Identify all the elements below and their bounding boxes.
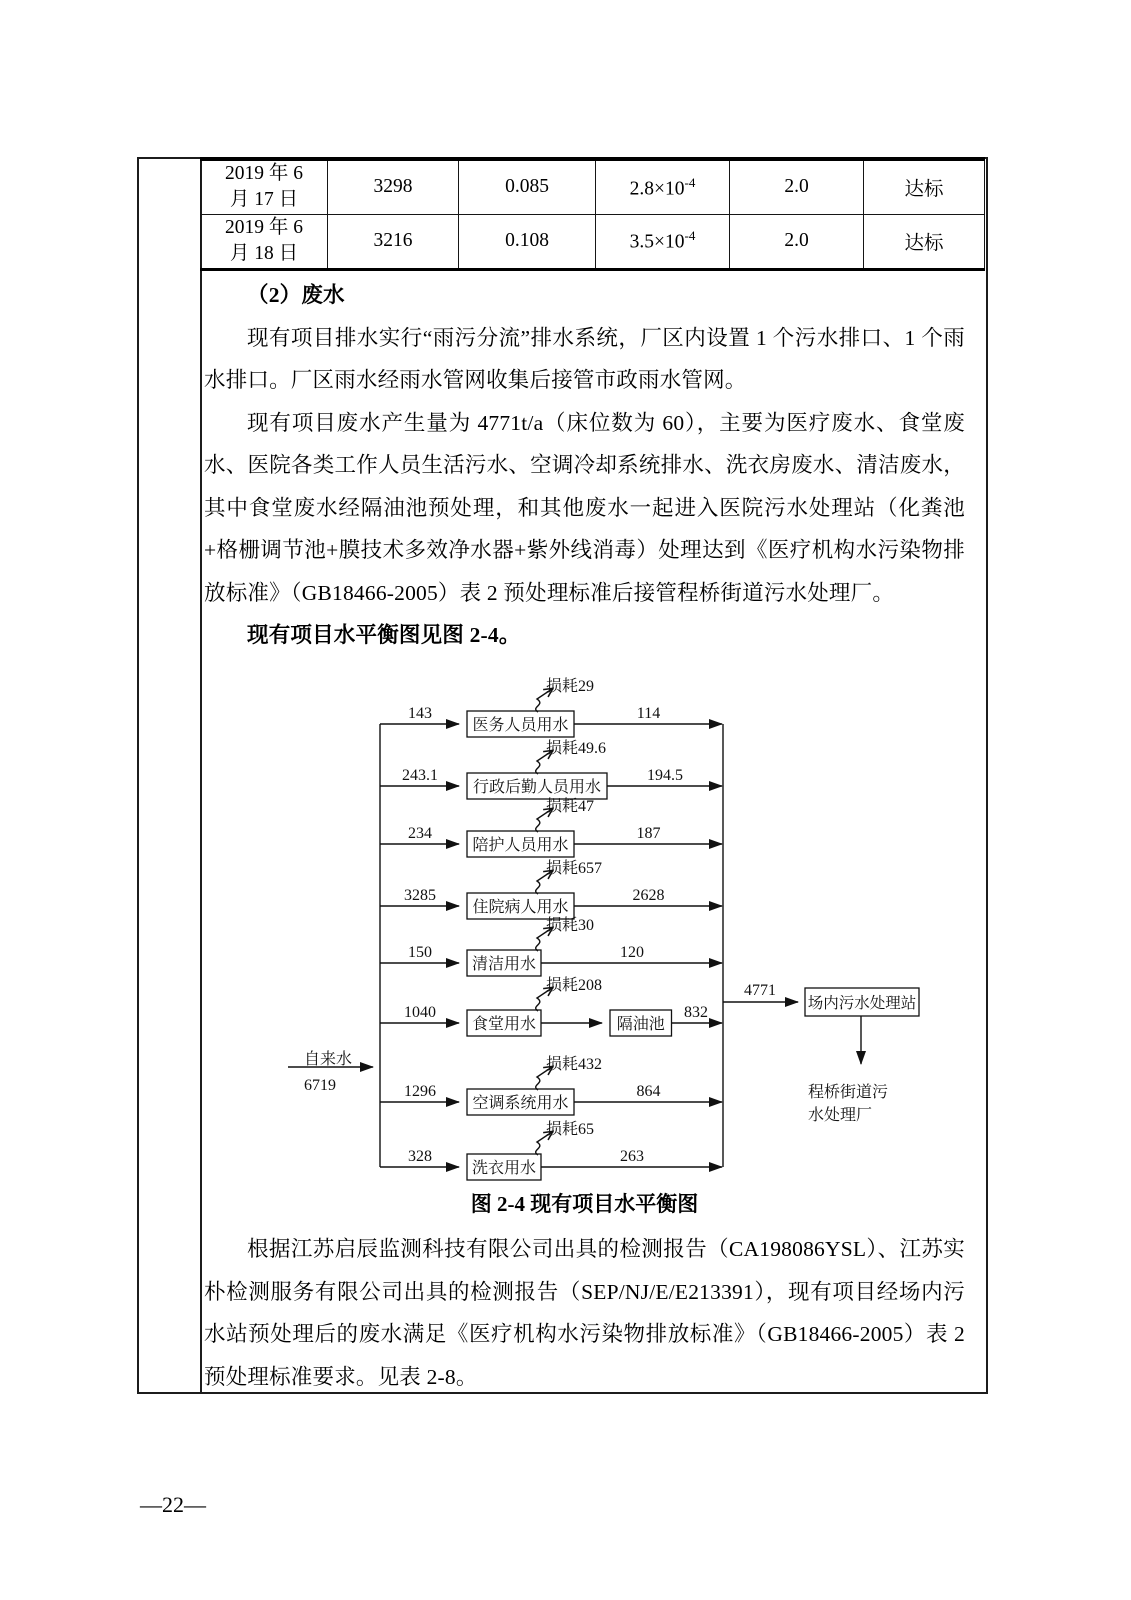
figure-caption: 图 2-4 现有项目水平衡图: [470, 1192, 699, 1216]
status-cell: 达标: [864, 159, 985, 214]
date-line1: 2019 年 6: [224, 217, 303, 238]
water-balance-diagram: [280, 655, 960, 1195]
use-box-label: 食堂用水: [471, 1016, 537, 1033]
inflow-value: 150: [408, 944, 432, 961]
use-box-label: 医务人员用水: [472, 717, 569, 734]
plant-label-line2: 水处理厂: [808, 1107, 873, 1124]
inflow-value: 328: [408, 1148, 432, 1165]
sewage-station-label: 场内污水处理站: [807, 995, 917, 1012]
value-base: 2.8×10: [629, 178, 685, 199]
use-box-label: 空调系统用水: [472, 1095, 569, 1112]
text-section-bottom: [204, 1228, 965, 1398]
use-box-label: 清洁用水: [471, 956, 537, 973]
inflow-value: 1040: [404, 1004, 436, 1021]
outflow-value: 864: [636, 1083, 661, 1100]
table-row: [201, 214, 985, 269]
value-base: 3.5×10: [629, 231, 685, 253]
section-heading: （2）废水: [247, 283, 345, 307]
outflow-value: 194.5: [647, 767, 683, 784]
paragraph-reports: 根据江苏启辰监测科技有限公司出具的检测报告（CA198086YSL）、江苏实朴检测服务有限公司出具的检测报告（SEP/NJ/E/E213391），现有项目经场内污水站预处理后的废水满足《医疗机构水污染物排放标准》（GB18466-2005）表 2 预处理标准要求。见表 2-8。: [204, 1237, 965, 1389]
loss-label: 损耗29: [546, 678, 595, 695]
monitoring-table: [200, 157, 985, 271]
loss-label: 损耗65: [546, 1121, 595, 1138]
inflow-value: 243.1: [402, 767, 438, 784]
water-balance-svg: [280, 655, 960, 1195]
use-box-label: 住院病人用水: [472, 899, 569, 916]
use-box-label: 洗衣用水: [471, 1160, 537, 1177]
date-cell: [201, 214, 328, 269]
source-value: 6719: [304, 1077, 336, 1094]
text-section: [204, 274, 965, 657]
source-label: 自来水: [304, 1051, 353, 1068]
exponent: -4: [684, 174, 696, 190]
outflow-value: 114: [636, 705, 661, 722]
loss-label: 损耗49.6: [546, 740, 607, 757]
inflow-value: 3285: [404, 887, 436, 904]
paragraph-figure-ref: 现有项目水平衡图见图 2-4。: [247, 623, 521, 647]
total-value: 4771: [744, 982, 776, 999]
value-cell: 2.0: [730, 214, 864, 269]
inflow-value: 1296: [404, 1083, 436, 1100]
loss-label: 损耗47: [546, 798, 595, 815]
grease-trap-label: 隔油池: [616, 1016, 665, 1033]
table-row: [201, 159, 985, 214]
status-cell: 达标: [864, 214, 985, 269]
inflow-value: 234: [408, 825, 432, 842]
date-cell: [201, 159, 328, 214]
date-line2: 月 18 日: [229, 243, 299, 264]
outflow-value: 120: [620, 944, 644, 961]
loss-label: 损耗208: [546, 977, 603, 994]
column-divider: [200, 157, 202, 1394]
date-line1: 2019 年 6: [224, 163, 303, 185]
value-cell: [596, 214, 730, 269]
value-cell: 0.085: [459, 159, 596, 214]
value-cell: 3298: [328, 159, 459, 214]
value-cell: [596, 159, 730, 214]
exponent: -4: [684, 228, 696, 244]
outflow-value: 2628: [632, 887, 665, 904]
value-cell: 2.0: [730, 159, 864, 214]
value-cell: 0.108: [459, 214, 596, 269]
inflow-value: 143: [408, 705, 432, 722]
outflow-value: 187: [636, 825, 661, 842]
loss-label: 损耗657: [546, 860, 603, 877]
paragraph-wastewater: 现有项目废水产生量为 4771t/a（床位数为 60），主要为医疗废水、食堂废水、医院各类工作人员生活污水、空调冷却系统排水、洗衣房废水、清洁废水，其中食堂废水经隔油池预处理，和其他废水一起进入医院污水处理站（化粪池+格栅调节池+膜技术多效净水器+紫外线消毒）处理达到《医疗机构水污染物排放标准》（GB18466-2005）表 2 预处理标准后接管程桥街道污水处理厂。: [204, 410, 965, 605]
outflow-value: 832: [684, 1004, 708, 1021]
date-line2: 月 17 日: [229, 189, 299, 211]
plant-label-line1: 程桥街道污: [808, 1084, 889, 1101]
value-cell: 3216: [328, 214, 459, 269]
page-number: —22—: [140, 1492, 206, 1517]
paragraph-drainage: 现有项目排水实行“雨污分流”排水系统，厂区内设置 1 个污水排口、1 个雨水排口。厂区雨水经雨水管网收集后接管市政雨水管网。: [204, 325, 965, 392]
outflow-value: 263: [620, 1148, 644, 1165]
use-box-label: 行政后勤人员用水: [472, 779, 602, 796]
loss-label: 损耗432: [546, 1056, 603, 1073]
use-box-label: 陪护人员用水: [472, 837, 569, 854]
loss-label: 损耗30: [546, 917, 595, 934]
